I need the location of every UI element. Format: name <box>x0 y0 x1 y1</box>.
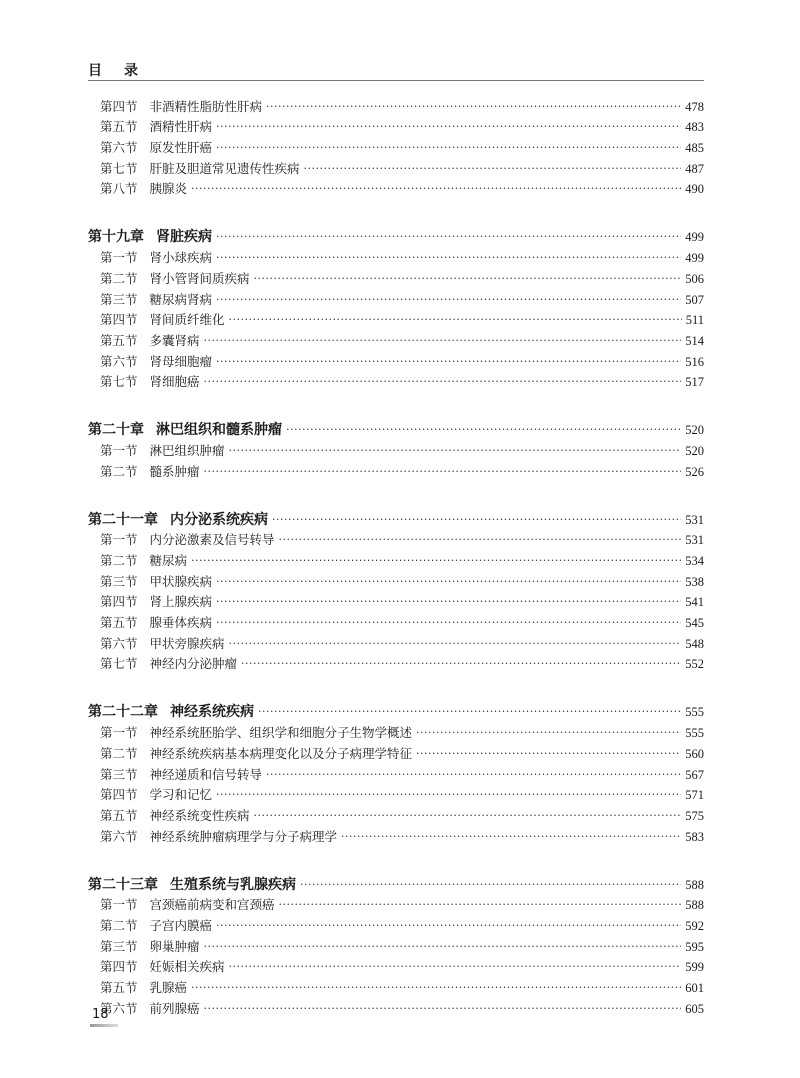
toc-section-row[interactable] <box>88 177 704 198</box>
table-of-contents <box>88 94 704 1017</box>
toc-section-row[interactable] <box>88 762 704 783</box>
leader-dots <box>241 656 681 672</box>
toc-section-row[interactable] <box>88 370 704 391</box>
toc-chapter-row[interactable] <box>88 696 704 720</box>
section-number: 第七节 <box>100 160 138 176</box>
leader-dots <box>304 161 682 177</box>
section-page: 507 <box>685 292 704 307</box>
section-page: 592 <box>685 918 704 933</box>
leader-dots <box>191 980 681 996</box>
section-number: 第六节 <box>100 635 138 651</box>
section-title: 肾间质纤维化 <box>149 312 225 328</box>
section-number: 第一节 <box>100 897 138 913</box>
toc-section-row[interactable] <box>88 266 704 287</box>
chapter-number: 第二十章 <box>88 422 144 439</box>
section-number: 第五节 <box>100 332 138 348</box>
section-page: 483 <box>685 120 704 135</box>
toc-section-row[interactable] <box>88 349 704 370</box>
section-number: 第六节 <box>100 353 138 369</box>
toc-section-row[interactable] <box>88 569 704 590</box>
section-title: 肾小球疾病 <box>149 250 213 266</box>
chapter-number: 第二十一章 <box>88 511 158 528</box>
section-page: 567 <box>685 767 704 782</box>
section-number: 第四节 <box>100 787 138 803</box>
section-title: 神经系统变性疾病 <box>149 807 250 823</box>
toc-section-row[interactable] <box>88 955 704 976</box>
chapter-title: 生殖系统与乳腺疾病 <box>170 876 296 893</box>
page-header <box>88 60 704 81</box>
section-page: 506 <box>685 271 704 286</box>
section-number: 第七节 <box>100 374 138 390</box>
leader-dots <box>254 271 682 287</box>
leader-dots <box>216 229 681 245</box>
chapter-spacer <box>88 672 704 696</box>
chapter-page: 520 <box>685 423 704 438</box>
section-page: 538 <box>685 574 704 589</box>
section-title: 糖尿病肾病 <box>149 291 213 307</box>
section-page: 599 <box>685 960 704 975</box>
section-page: 534 <box>685 554 704 568</box>
toc-section-row[interactable] <box>88 548 704 569</box>
section-title: 内分泌激素及信号转导 <box>149 532 275 548</box>
leader-dots <box>191 553 681 569</box>
section-title: 子宫内膜癌 <box>149 917 213 933</box>
section-title: 前列腺癌 <box>149 1000 200 1016</box>
leader-dots <box>266 99 681 115</box>
toc-section-row[interactable] <box>88 156 704 177</box>
section-number: 第三节 <box>100 291 138 307</box>
page-number-bar <box>90 1024 118 1027</box>
header-title: 目 录 <box>88 63 140 79</box>
toc-section-row[interactable] <box>88 328 704 349</box>
leader-dots <box>229 443 682 459</box>
leader-dots <box>279 897 682 913</box>
leader-dots <box>216 140 681 156</box>
section-title: 肾小管肾间质疾病 <box>149 270 250 286</box>
toc-section-row[interactable] <box>88 438 704 459</box>
section-page: 531 <box>685 533 704 548</box>
section-title: 乳腺癌 <box>149 980 188 995</box>
leader-dots <box>204 333 682 349</box>
section-page: 511 <box>685 313 704 328</box>
section-title: 肝脏及胆道常见遗传性疾病 <box>149 160 300 176</box>
section-number: 第二节 <box>100 917 138 933</box>
section-title: 酒精性肝病 <box>149 119 213 135</box>
toc-chapter-row[interactable] <box>88 869 704 893</box>
section-title: 肾细胞癌 <box>149 374 200 390</box>
section-title: 神经内分泌肿瘤 <box>149 656 238 672</box>
section-page: 541 <box>685 595 704 610</box>
section-number: 第六节 <box>100 828 138 844</box>
section-page: 571 <box>685 788 704 803</box>
section-page: 583 <box>685 829 704 844</box>
leader-dots <box>266 767 681 783</box>
page-number: 18 <box>92 1007 109 1022</box>
toc-section-row[interactable] <box>88 934 704 955</box>
section-page: 605 <box>685 1001 704 1016</box>
chapter-title: 神经系统疾病 <box>170 704 254 721</box>
leader-dots <box>216 292 681 308</box>
section-title: 神经递质和信号转导 <box>149 766 263 782</box>
toc-section-row[interactable] <box>88 913 704 934</box>
leader-dots <box>229 312 682 328</box>
toc-section-row[interactable] <box>88 803 704 824</box>
section-page: 588 <box>685 898 704 913</box>
section-number: 第四节 <box>100 594 138 610</box>
toc-section-row[interactable] <box>88 610 704 631</box>
leader-dots <box>216 250 681 266</box>
leader-dots <box>416 725 681 741</box>
toc-section-row[interactable] <box>88 590 704 611</box>
chapter-number: 第十九章 <box>88 229 144 246</box>
section-title: 学习和记忆 <box>149 787 213 803</box>
section-page: 555 <box>685 726 704 741</box>
section-title: 原发性肝癌 <box>149 140 213 156</box>
section-title: 非酒精性脂肪性肝病 <box>149 98 263 114</box>
section-number: 第二节 <box>100 270 138 286</box>
toc-section-row[interactable] <box>88 528 704 549</box>
toc-section-row[interactable] <box>88 631 704 652</box>
toc-section-row[interactable] <box>88 94 704 115</box>
toc-section-row[interactable] <box>88 135 704 156</box>
toc-section-row[interactable] <box>88 996 704 1017</box>
leader-dots <box>216 119 681 135</box>
toc-section-row[interactable] <box>88 975 704 996</box>
section-page: 520 <box>685 443 704 458</box>
toc-section-row[interactable] <box>88 893 704 914</box>
section-number: 第四节 <box>100 312 138 328</box>
section-number: 第一节 <box>100 442 138 458</box>
leader-dots <box>279 532 682 548</box>
section-number: 第五节 <box>100 980 138 995</box>
leader-dots <box>272 512 681 528</box>
leader-dots <box>216 574 681 590</box>
toc-section-row[interactable] <box>88 824 704 845</box>
section-number: 第三节 <box>100 938 138 954</box>
section-title: 胰腺炎 <box>149 181 188 197</box>
toc-section-row[interactable] <box>88 783 704 804</box>
chapter-number: 第二十二章 <box>88 704 158 721</box>
section-number: 第一节 <box>100 250 138 266</box>
section-page: 545 <box>685 616 704 631</box>
section-number: 第四节 <box>100 98 138 114</box>
toc-section-row[interactable] <box>88 115 704 136</box>
chapter-page: 588 <box>685 877 704 892</box>
leader-dots <box>216 594 681 610</box>
leader-dots <box>204 374 682 390</box>
section-number: 第二节 <box>100 745 138 761</box>
section-number: 第四节 <box>100 959 138 975</box>
section-title: 多囊肾病 <box>149 332 200 348</box>
section-title: 肾母细胞瘤 <box>149 353 213 369</box>
leader-dots <box>341 829 681 845</box>
leader-dots <box>216 354 681 370</box>
section-title: 神经系统胚胎学、组织学和细胞分子生物学概述 <box>149 725 413 741</box>
section-page: 575 <box>685 808 704 823</box>
chapter-spacer <box>88 390 704 414</box>
leader-dots <box>286 422 681 438</box>
toc-section-row[interactable] <box>88 652 704 673</box>
toc-section-row[interactable] <box>88 308 704 329</box>
chapter-page: 555 <box>685 705 704 720</box>
toc-section-row[interactable] <box>88 245 704 266</box>
section-page: 552 <box>685 657 704 672</box>
section-title: 髓系肿瘤 <box>149 463 200 479</box>
section-title: 神经系统肿瘤病理学与分子病理学 <box>149 828 338 844</box>
chapter-title: 淋巴组织和髓系肿瘤 <box>156 422 282 439</box>
section-title: 肾上腺疾病 <box>149 594 213 610</box>
section-number: 第三节 <box>100 766 138 782</box>
leader-dots <box>216 787 681 803</box>
chapter-number: 第二十三章 <box>88 876 158 893</box>
chapter-spacer <box>88 480 704 504</box>
section-title: 糖尿病 <box>149 553 188 568</box>
section-page: 526 <box>685 464 704 479</box>
leader-dots <box>216 615 681 631</box>
section-page: 499 <box>685 251 704 266</box>
toc-chapter-row[interactable] <box>88 221 704 245</box>
section-page: 595 <box>685 939 704 954</box>
section-number: 第一节 <box>100 725 138 741</box>
leader-dots <box>258 704 681 720</box>
section-number: 第二节 <box>100 463 138 479</box>
section-title: 妊娠相关疾病 <box>149 959 225 975</box>
toc-section-row[interactable] <box>88 720 704 741</box>
chapter-title: 内分泌系统疾病 <box>170 511 268 528</box>
section-title: 腺垂体疾病 <box>149 615 213 631</box>
chapter-spacer <box>88 197 704 221</box>
chapter-page: 499 <box>685 230 704 245</box>
section-title: 淋巴组织肿瘤 <box>149 442 225 458</box>
section-number: 第七节 <box>100 656 138 672</box>
leader-dots <box>216 918 681 934</box>
section-page: 601 <box>685 981 704 995</box>
section-page: 560 <box>685 746 704 761</box>
section-page: 514 <box>685 333 704 348</box>
leader-dots <box>229 636 682 652</box>
section-number: 第五节 <box>100 119 138 135</box>
leader-dots <box>416 746 681 762</box>
chapter-title: 肾脏疾病 <box>156 229 212 246</box>
section-title: 甲状腺疾病 <box>149 573 213 589</box>
section-number: 第八节 <box>100 181 138 197</box>
section-page: 517 <box>685 375 704 390</box>
section-page: 548 <box>685 636 704 651</box>
leader-dots <box>300 877 681 893</box>
leader-dots <box>254 808 682 824</box>
toc-section-row[interactable] <box>88 741 704 762</box>
leader-dots <box>229 959 682 975</box>
leader-dots <box>204 1001 682 1017</box>
section-page: 478 <box>685 99 704 114</box>
toc-chapter-row[interactable] <box>88 414 704 438</box>
section-number: 第六节 <box>100 1000 138 1016</box>
section-number: 第六节 <box>100 140 138 156</box>
chapter-page: 531 <box>685 512 704 527</box>
section-number: 第三节 <box>100 573 138 589</box>
leader-dots <box>191 181 681 197</box>
section-page: 516 <box>685 354 704 369</box>
toc-section-row[interactable] <box>88 459 704 480</box>
chapter-spacer <box>88 845 704 869</box>
section-number: 第一节 <box>100 532 138 548</box>
section-number: 第五节 <box>100 807 138 823</box>
section-title: 甲状旁腺疾病 <box>149 635 225 651</box>
leader-dots <box>204 464 682 480</box>
section-page: 490 <box>685 182 704 197</box>
toc-chapter-row[interactable] <box>88 504 704 528</box>
leader-dots <box>204 939 682 955</box>
section-page: 487 <box>685 161 704 176</box>
section-number: 第五节 <box>100 615 138 631</box>
section-page: 485 <box>685 141 704 156</box>
section-title: 宫颈癌前病变和宫颈癌 <box>149 897 275 913</box>
toc-section-row[interactable] <box>88 287 704 308</box>
section-title: 神经系统疾病基本病理变化以及分子病理学特征 <box>149 745 413 761</box>
section-number: 第二节 <box>100 553 138 568</box>
section-title: 卵巢肿瘤 <box>149 938 200 954</box>
